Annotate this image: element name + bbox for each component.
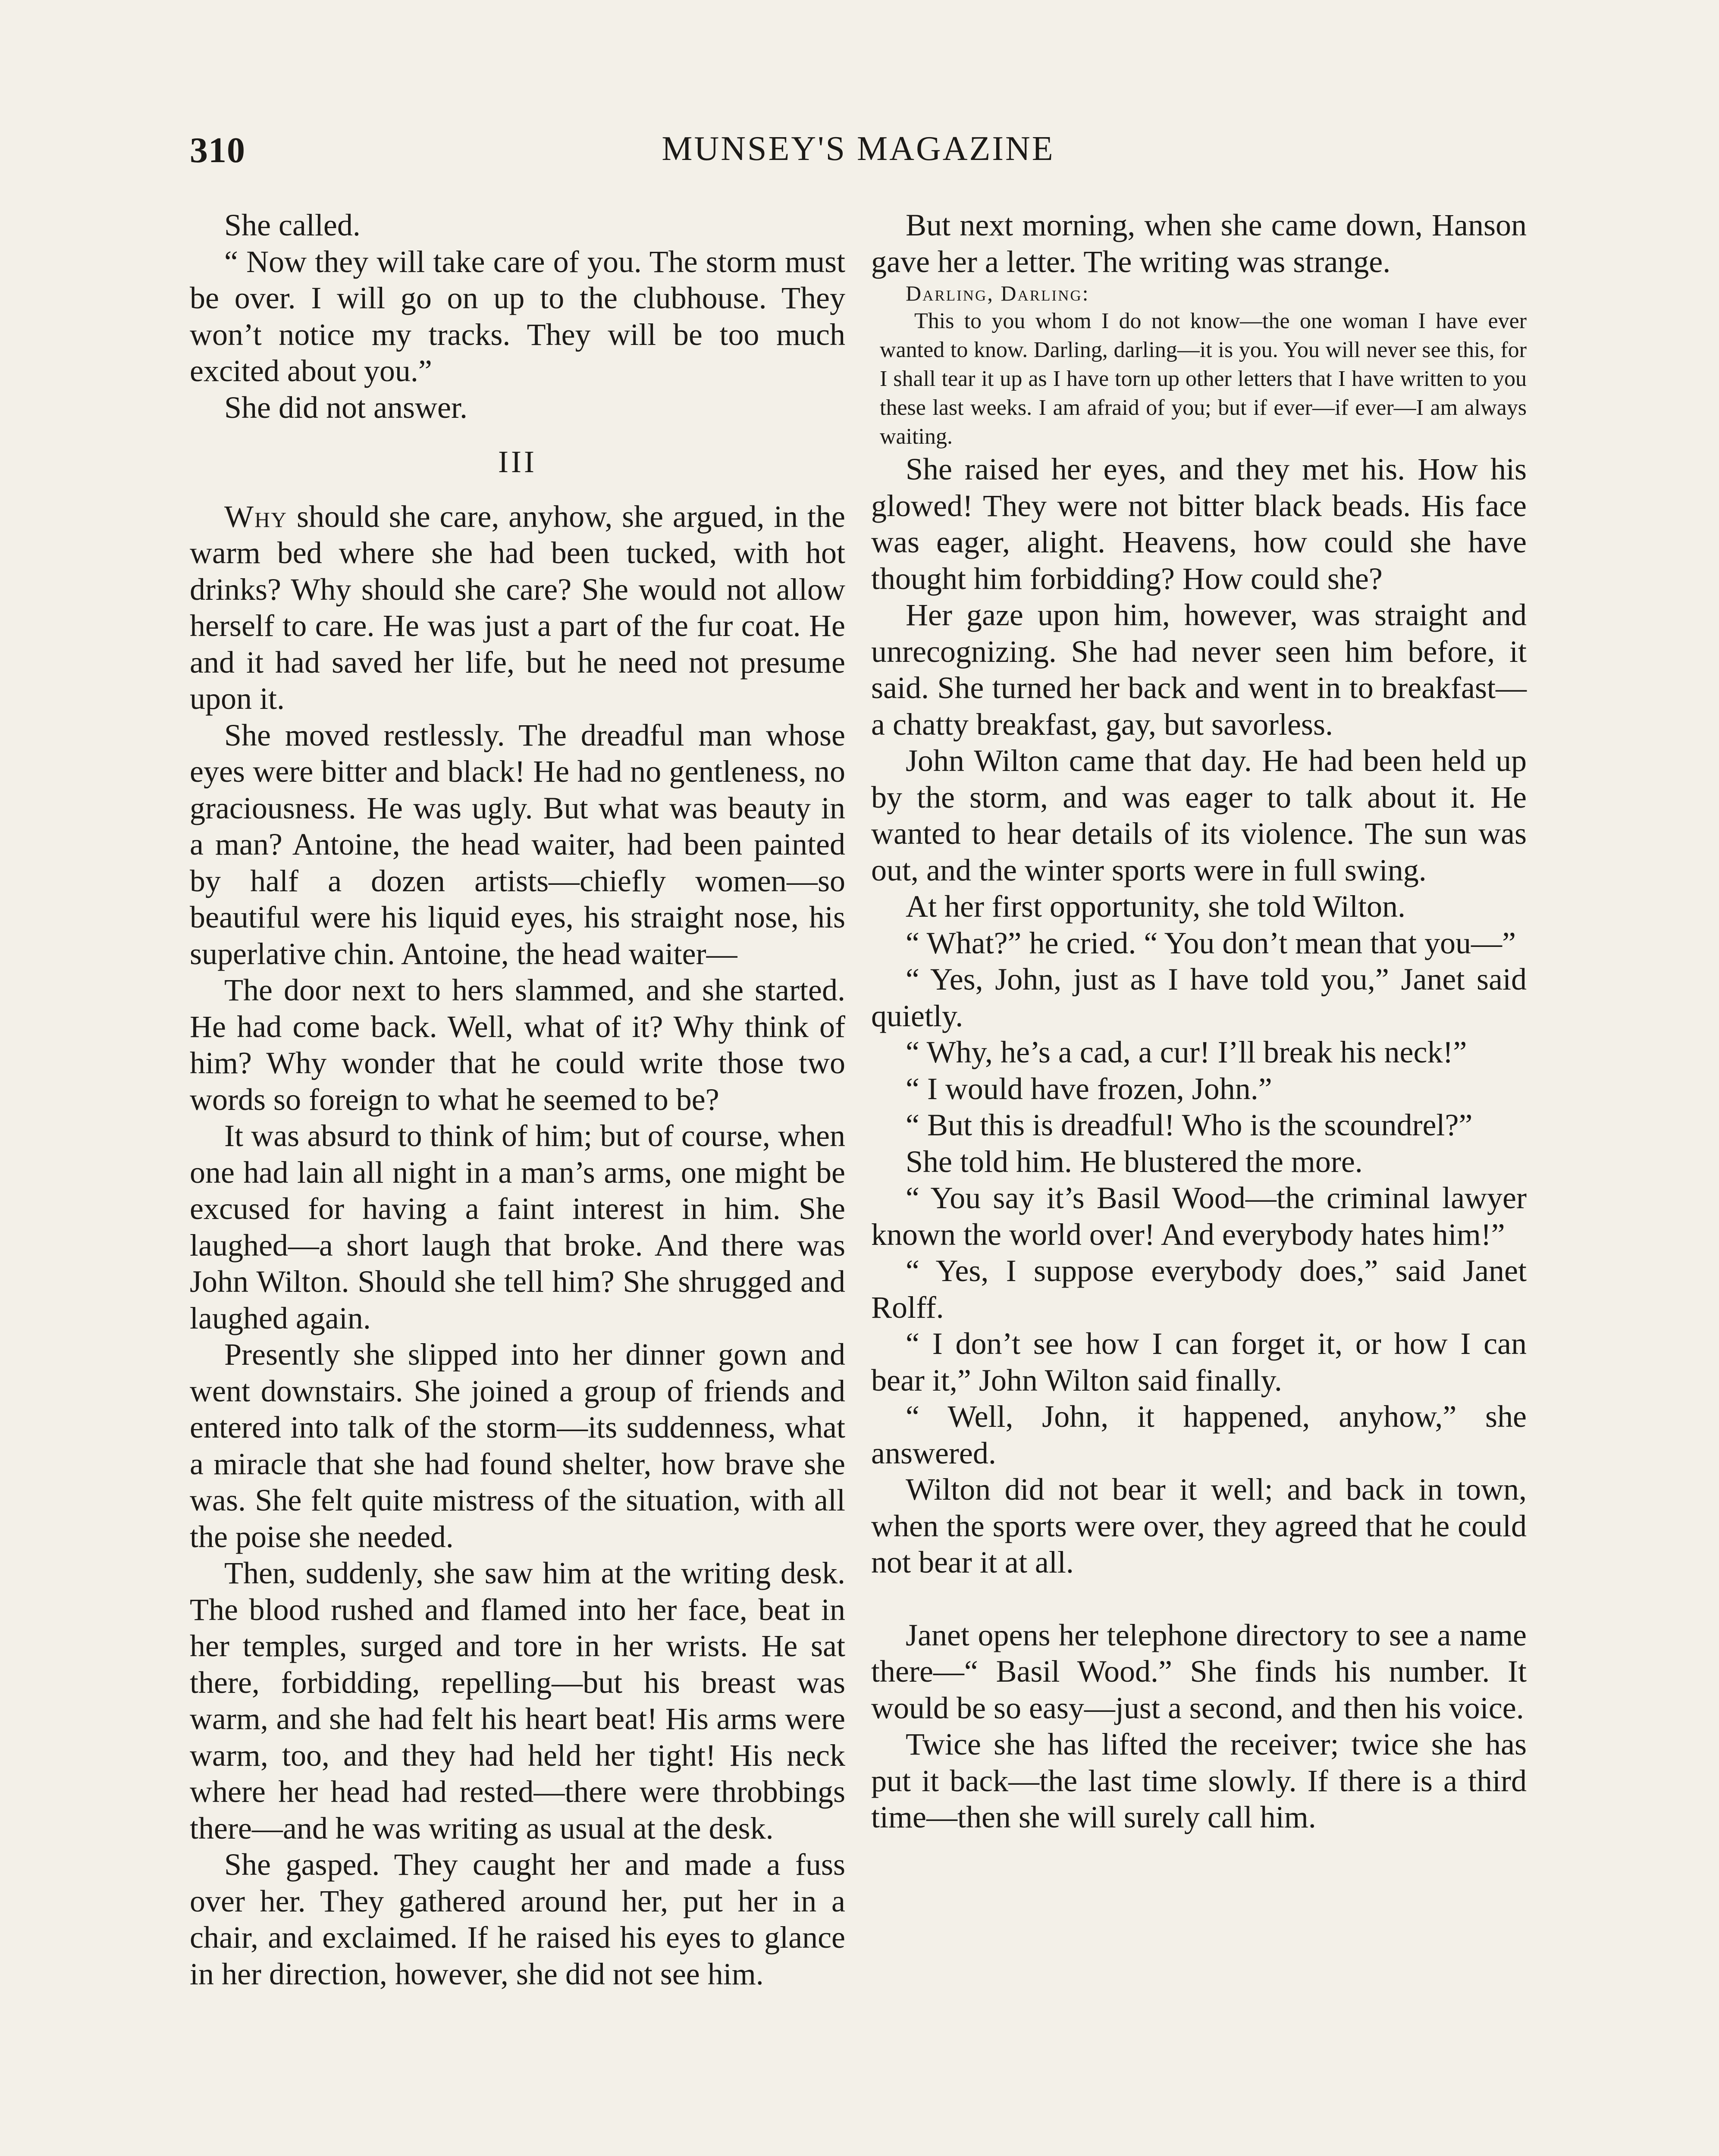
paragraph: Presently she slipped into her dinner gown and went downstairs. She joined a group of friends and entered into talk of the storm—its suddenness, what a miracle that she had found shelter, how brave she was. She felt quite mistress of the situation, with all the poise she needed. [190, 1337, 845, 1554]
paragraph: She told him. He blustered the more. [906, 1144, 1363, 1179]
paragraph: “ I don’t see how I can forget it, or how I can bear it,” John Wilton said finally. [871, 1326, 1527, 1398]
section-heading: III [498, 445, 537, 479]
paragraph: “ Well, John, it happened, anyhow,” she answered. [871, 1399, 1527, 1470]
section-break [871, 1581, 1527, 1617]
paragraph-lead-word: Why [224, 499, 288, 534]
page-number: 310 [190, 130, 245, 170]
paragraph: She called. [224, 208, 361, 242]
paragraph: She did not answer. [224, 390, 467, 425]
paragraph: “ You say it’s Basil Wood—the criminal lawyer known the world over! And everybody hates him!” [871, 1181, 1527, 1252]
paragraph: “ Yes, I suppose everybody does,” said Janet Rolff. [871, 1253, 1527, 1325]
paragraph: Then, suddenly, she saw him at the writing desk. The blood rushed and flamed into her face, beat in her temples, surged and tore in her wrists. He sat there, forbidding, repelling—but his breast was warm, and she had felt his heart beat! His arms were warm, too, and they had held her tight! His neck where her head had rested—there were throbbings there—and he was writing as usual at the desk. [190, 1556, 845, 1846]
paragraph: But next morning, when she came down, Hanson gave her a letter. The writing was strange. [871, 208, 1527, 279]
running-title: MUNSEY'S MAGAZINE [662, 130, 1055, 168]
paragraph [190, 498, 845, 717]
paragraph-text: should she care, anyhow, she argued, in the warm bed where she had been tucked, with hot drinks? Why should she care? She would not allow herself to care. He was just a part of the fur coat. He and it had saved her life, but he need not presume upon it. [190, 499, 845, 716]
paragraph: Wilton did not bear it well; and back in town, when the sports were over, they agreed that he could not bear it at all. [871, 1472, 1527, 1579]
paragraph: She gasped. They caught her and made a fuss over her. They gathered around her, put her in a chair, and exclaimed. If he raised his eyes to glance in her direction, however, she did not see him. [190, 1847, 845, 1991]
paragraph: “ Yes, John, just as I have told you,” Janet said quietly. [871, 962, 1527, 1033]
paragraph: At her first opportunity, she told Wilton. [906, 889, 1405, 924]
paragraph: “ What?” he cried. “ You don’t mean that you—” [906, 925, 1516, 960]
page-header [190, 129, 1527, 181]
right-column [871, 207, 1527, 1836]
paragraph: Janet opens her telephone directory to see a name there—“ Basil Wood.” She finds his number. It would be so easy—just a second, and then his voice. [871, 1617, 1527, 1725]
paragraph: “ Why, he’s a cad, a cur! I’ll break his neck!” [906, 1035, 1467, 1069]
paragraph: “ But this is dreadful! Who is the scoundrel?” [906, 1108, 1473, 1142]
paragraph: “ Now they will take care of you. The storm must be over. I will go on up to the clubhouse. They won’t notice my tracks. They will be too much excited about you.” [190, 244, 845, 388]
paragraph: The door next to hers slammed, and she started. He had come back. Well, what of it? Why think of him? Why wonder that he could write those two words so foreign to what he seemed to be? [190, 973, 845, 1117]
paragraph: Twice she has lifted the receiver; twice she has put it back—the last time slowly. If there is a third time—then she will surely call him. [871, 1727, 1527, 1834]
paragraph: John Wilton came that day. He had been held up by the storm, and was eager to talk about it. He wanted to hear details of its violence. The sun was out, and the winter sports were in full swing. [871, 743, 1527, 887]
paragraph: “ I would have frozen, John.” [906, 1071, 1272, 1106]
left-column [190, 207, 845, 1992]
letter-body: This to you whom I do not know—the one woman I have ever wanted to know. Darling, darling—it is you. You will never see this, for I shall tear it up as I have torn up other letters that I have written to you these last weeks. I am afraid of you; but if ever—if ever—I am always waiting. [880, 309, 1527, 449]
paragraph: She raised her eyes, and they met his. How his glowed! They were not bitter black beads. His face was eager, alight. Heavens, how could she have thought him forbidding? How could she? [871, 452, 1527, 596]
letter-salutation: Darling, Darling: [906, 281, 1090, 305]
paragraph: Her gaze upon him, however, was straight and unrecognizing. She had never seen him before, it said. She turned her back and went in to breakfast—a chatty breakfast, gay, but savorless. [871, 598, 1527, 742]
paragraph: She moved restlessly. The dreadful man whose eyes were bitter and black! He had no gentleness, no graciousness. He was ugly. But what was beauty in a man? Antoine, the head waiter, had been painted by half a dozen artists—chiefly women—so beautiful were his liquid eyes, his straight nose, his superlative chin. Antoine, the head waiter— [190, 718, 845, 971]
paragraph: It was absurd to think of him; but of course, when one had lain all night in a man’s arms, one might be excused for having a faint interest in him. She laughed—a short laugh that broke. And there was John Wilton. Should she tell him? She shrugged and laughed again. [190, 1119, 845, 1335]
